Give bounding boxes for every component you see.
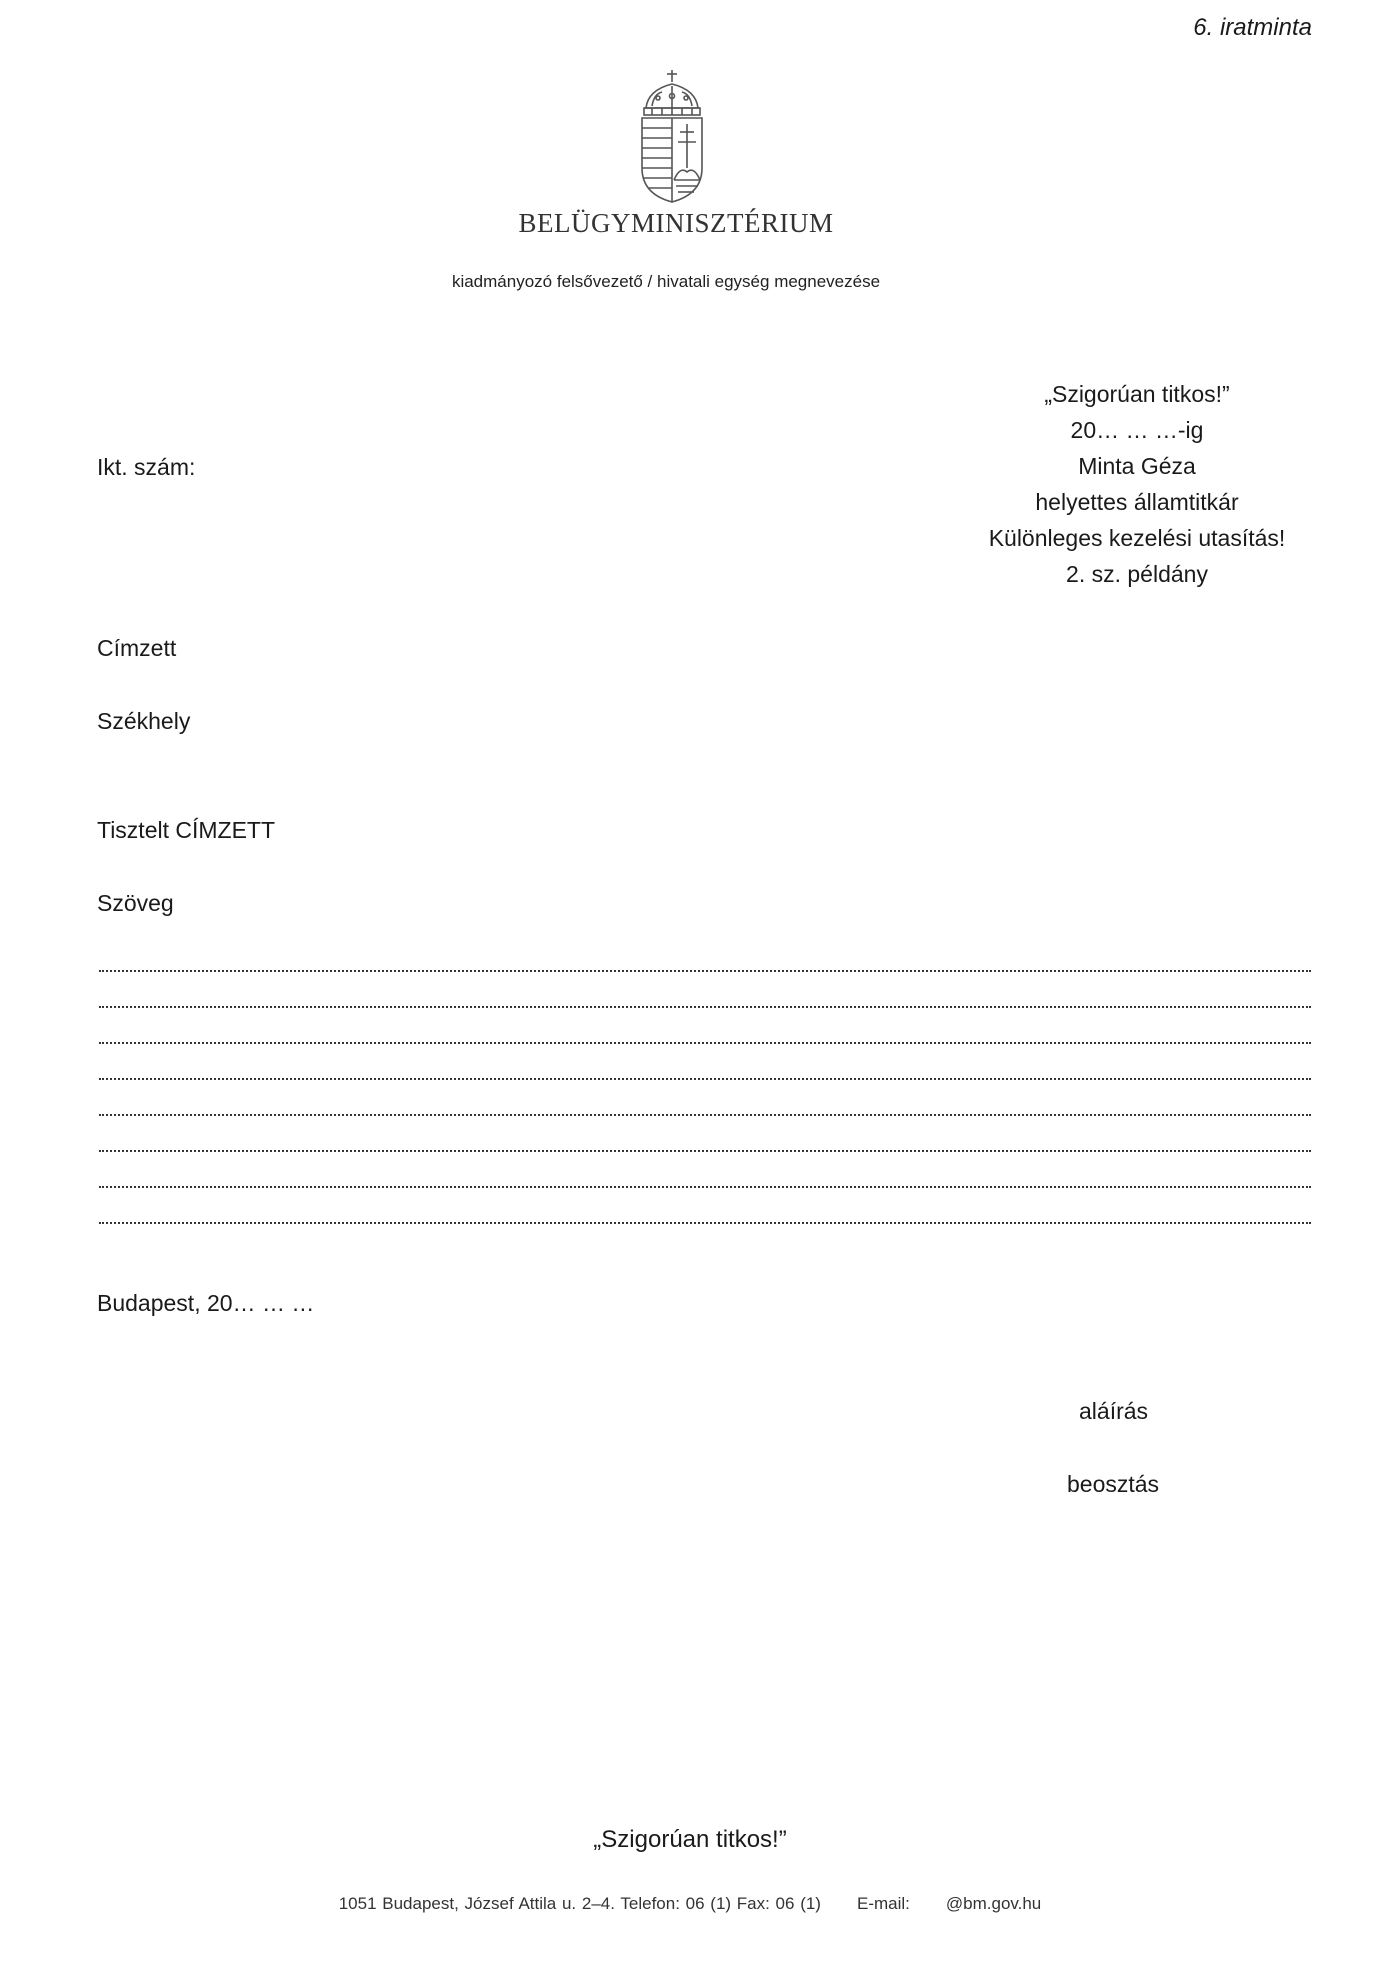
hungarian-coat-of-arms-icon [638, 68, 706, 204]
sample-label: 6. iratminta [1193, 14, 1312, 41]
date-line: Budapest, 20… … … [97, 1290, 315, 1316]
unit-name: kiadmányozó felsővezető / hivatali egység megnevezése [451, 272, 881, 291]
dotted-line [99, 1152, 1311, 1188]
classification-validity: 20… … …-ig [1070, 417, 1204, 443]
footer-email-domain: @bm.gov.hu [945, 1894, 1042, 1913]
classifier-name: Minta Géza [1078, 453, 1196, 479]
ministry-name: BELÜGYMINISZTÉRIUM [518, 208, 834, 238]
dotted-line [99, 972, 1311, 1008]
footer-contact [0, 1894, 1380, 1914]
body-text-label: Szöveg [97, 890, 174, 916]
handling-instruction: Különleges kezelési utasítás! [988, 525, 1286, 551]
dotted-line [99, 1044, 1311, 1080]
dotted-line [99, 936, 1311, 972]
footer-email-label: E-mail: [856, 1894, 910, 1913]
position-label: beosztás [1067, 1471, 1160, 1497]
classification-level: „Szigorúan titkos!” [1044, 381, 1230, 407]
reference-number-label: Ikt. szám: [97, 454, 196, 480]
salutation: Tisztelt CÍMZETT [97, 817, 276, 843]
footer-classification: „Szigorúan titkos!” [593, 1826, 787, 1853]
dotted-line [99, 1008, 1311, 1044]
body-dotted-lines [99, 936, 1311, 1224]
classifier-title: helyettes államtitkár [1035, 489, 1239, 515]
dotted-line [99, 1188, 1311, 1224]
recipient-name: Címzett [97, 635, 177, 661]
footer-address-text: 1051 Budapest, József Attila u. 2–4. Telefon: 06 (1) Fax: 06 (1) [338, 1894, 821, 1913]
signature-label: aláírás [1079, 1398, 1149, 1424]
dotted-line [99, 1116, 1311, 1152]
recipient-address: Székhely [97, 708, 191, 734]
copy-number: 2. sz. példány [1066, 561, 1208, 587]
dotted-line [99, 1080, 1311, 1116]
classification-block [930, 376, 1344, 592]
